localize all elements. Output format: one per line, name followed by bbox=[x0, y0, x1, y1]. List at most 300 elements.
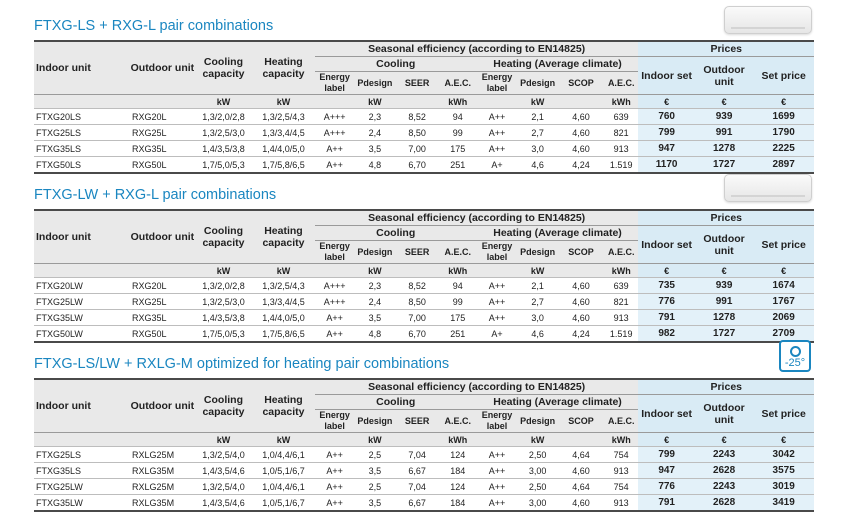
header-seer: SEER bbox=[395, 72, 439, 95]
header-seasonal-efficiency: Seasonal efficiency (according to EN14825) bbox=[315, 210, 639, 226]
table-cell: 1727 bbox=[695, 326, 753, 343]
table-cell: A++ bbox=[315, 141, 355, 157]
table-cell: A++ bbox=[315, 463, 355, 479]
table-cell: 939 bbox=[695, 278, 753, 294]
header-energy-label-heating: Energy label bbox=[477, 241, 518, 264]
pair-combination-section bbox=[34, 18, 814, 168]
table-cell: FTXG25LS bbox=[34, 447, 130, 463]
header-unit: € bbox=[753, 95, 814, 109]
table-cell: 2,4 bbox=[354, 125, 395, 141]
table-cell: 913 bbox=[604, 495, 639, 512]
header-unit bbox=[477, 433, 518, 447]
header-seer: SEER bbox=[395, 241, 439, 264]
table-cell: 913 bbox=[604, 310, 639, 326]
header-unit: kW bbox=[354, 264, 395, 278]
table-row bbox=[34, 109, 814, 125]
header-heating: Heating (Average climate) bbox=[477, 395, 639, 410]
header-aec-heating: A.E.C. bbox=[604, 72, 639, 95]
table-cell: A++ bbox=[477, 294, 518, 310]
table-cell: 4,64 bbox=[558, 447, 604, 463]
table-cell: 1,3/2,5/4,0 bbox=[195, 447, 252, 463]
header-indoor-set: Indoor set bbox=[638, 57, 694, 95]
table-cell: 6,67 bbox=[395, 463, 439, 479]
table-cell: 8,52 bbox=[395, 278, 439, 294]
header-unit bbox=[130, 264, 195, 278]
header-unit bbox=[395, 264, 439, 278]
table-cell: 2,1 bbox=[517, 109, 558, 125]
table-cell: 94 bbox=[439, 278, 477, 294]
table-cell: A++ bbox=[477, 109, 518, 125]
table-cell: A++ bbox=[477, 125, 518, 141]
table-cell: A+++ bbox=[315, 109, 355, 125]
table-cell: 4,60 bbox=[558, 495, 604, 512]
section-title: FTXG-LS/LW + RXLG-M optimized for heating pair combinations bbox=[34, 356, 450, 372]
header-unit: € bbox=[753, 433, 814, 447]
header-unit: kWh bbox=[604, 433, 639, 447]
header-unit bbox=[477, 95, 518, 109]
header-unit: € bbox=[638, 264, 694, 278]
header-unit: kW bbox=[195, 433, 252, 447]
table-cell: 1,3/2,5/3,0 bbox=[195, 294, 252, 310]
table-cell: 947 bbox=[638, 463, 694, 479]
header-indoor-unit: Indoor unit bbox=[34, 41, 130, 95]
table-cell: 4,60 bbox=[558, 294, 604, 310]
header-energy-label-cooling: Energy label bbox=[315, 410, 355, 433]
header-outdoor-unit-price: Outdoor unit bbox=[695, 395, 753, 433]
header-heating: Heating (Average climate) bbox=[477, 226, 639, 241]
table-cell: 251 bbox=[439, 157, 477, 174]
table-cell: RXLG35M bbox=[130, 463, 195, 479]
pair-combination-section bbox=[34, 356, 814, 506]
header-cooling-capacity: Cooling capacity bbox=[195, 379, 252, 433]
header-unit: kW bbox=[195, 95, 252, 109]
header-cooling-capacity: Cooling capacity bbox=[195, 41, 252, 95]
header-aec-heating: A.E.C. bbox=[604, 410, 639, 433]
header-energy-label-cooling: Energy label bbox=[315, 72, 355, 95]
table-cell: 1,3/3,4/4,5 bbox=[252, 125, 315, 141]
table-cell: 735 bbox=[638, 278, 694, 294]
header-seasonal-efficiency: Seasonal efficiency (according to EN14825) bbox=[315, 41, 639, 57]
header-outdoor-unit: Outdoor unit bbox=[130, 41, 195, 95]
header-unit: kWh bbox=[604, 95, 639, 109]
table-cell: 1170 bbox=[638, 157, 694, 174]
table-cell: RXG50L bbox=[130, 157, 195, 174]
table-row bbox=[34, 463, 814, 479]
table-cell: 7,04 bbox=[395, 447, 439, 463]
table-cell: 799 bbox=[638, 447, 694, 463]
table-cell: 4,6 bbox=[517, 157, 558, 174]
header-seer: SEER bbox=[395, 410, 439, 433]
header-unit: kW bbox=[195, 264, 252, 278]
header-prices: Prices bbox=[638, 210, 814, 226]
table-cell: 1,4/3,5/3,8 bbox=[195, 310, 252, 326]
table-cell: 3419 bbox=[753, 495, 814, 512]
table-cell: 1,4/3,5/4,6 bbox=[195, 463, 252, 479]
table-cell: A++ bbox=[315, 447, 355, 463]
badge-label: -25° bbox=[784, 357, 806, 369]
header-cooling: Cooling bbox=[315, 395, 477, 410]
table-cell: 124 bbox=[439, 479, 477, 495]
table-cell: 939 bbox=[695, 109, 753, 125]
section-title: FTXG-LW + RXG-L pair combinations bbox=[34, 187, 277, 203]
table-cell: 6,67 bbox=[395, 495, 439, 512]
table-cell: 2,3 bbox=[354, 109, 395, 125]
indoor-unit-picture bbox=[724, 174, 812, 202]
table-cell: 776 bbox=[638, 294, 694, 310]
table-cell: 1,3/2,5/3,0 bbox=[195, 125, 252, 141]
table-cell: A++ bbox=[477, 479, 518, 495]
table-cell: 2243 bbox=[695, 447, 753, 463]
table-cell: 8,52 bbox=[395, 109, 439, 125]
header-unit: € bbox=[695, 264, 753, 278]
table-cell: 2,5 bbox=[354, 447, 395, 463]
table-cell: 4,24 bbox=[558, 157, 604, 174]
table-cell: 1,7/5,0/5,3 bbox=[195, 157, 252, 174]
header-unit bbox=[315, 433, 355, 447]
header-seasonal-efficiency: Seasonal efficiency (according to EN14825) bbox=[315, 379, 639, 395]
table-cell: RXG35L bbox=[130, 310, 195, 326]
table-cell: A++ bbox=[315, 310, 355, 326]
table-cell: FTXG50LS bbox=[34, 157, 130, 174]
table-cell: 1790 bbox=[753, 125, 814, 141]
header-heating-capacity: Heating capacity bbox=[252, 379, 315, 433]
table-cell: 1727 bbox=[695, 157, 753, 174]
table-cell: A++ bbox=[477, 495, 518, 512]
table-cell: 3,00 bbox=[517, 495, 558, 512]
header-indoor-unit: Indoor unit bbox=[34, 210, 130, 264]
header-unit: kW bbox=[252, 95, 315, 109]
header-energy-label-heating: Energy label bbox=[477, 410, 518, 433]
table-cell: 3,0 bbox=[517, 141, 558, 157]
header-aec-cooling: A.E.C. bbox=[439, 72, 477, 95]
table-cell: 4,60 bbox=[558, 109, 604, 125]
header-unit: € bbox=[638, 95, 694, 109]
table-row bbox=[34, 125, 814, 141]
header-unit: kW bbox=[517, 95, 558, 109]
snowflake-sun-icon bbox=[790, 346, 801, 357]
table-cell: A++ bbox=[477, 278, 518, 294]
header-unit: kW bbox=[517, 433, 558, 447]
header-pdesign-heating: Pdesign bbox=[517, 241, 558, 264]
table-cell: FTXG35LW bbox=[34, 310, 130, 326]
table-cell: 639 bbox=[604, 109, 639, 125]
table-cell: 1,3/2,5/4,3 bbox=[252, 278, 315, 294]
table-cell: 99 bbox=[439, 125, 477, 141]
table-cell: 1,0/5,1/6,7 bbox=[252, 463, 315, 479]
header-heating-capacity: Heating capacity bbox=[252, 41, 315, 95]
table-cell: 3,0 bbox=[517, 310, 558, 326]
table-cell: 1,3/2,5/4,3 bbox=[252, 109, 315, 125]
table-cell: 3,5 bbox=[354, 310, 395, 326]
header-unit: kW bbox=[354, 95, 395, 109]
header-outdoor-unit-price: Outdoor unit bbox=[695, 57, 753, 95]
table-cell: 3042 bbox=[753, 447, 814, 463]
header-unit bbox=[34, 433, 130, 447]
table-row bbox=[34, 326, 814, 343]
table-cell: 821 bbox=[604, 294, 639, 310]
table-row bbox=[34, 495, 814, 512]
table-cell: 1,7/5,8/6,5 bbox=[252, 326, 315, 343]
header-unit: kWh bbox=[439, 95, 477, 109]
table-cell: FTXG25LW bbox=[34, 479, 130, 495]
header-unit bbox=[395, 95, 439, 109]
header-prices: Prices bbox=[638, 379, 814, 395]
table-cell: 3019 bbox=[753, 479, 814, 495]
table-cell: 913 bbox=[604, 141, 639, 157]
table-cell: 7,04 bbox=[395, 479, 439, 495]
table-cell: 791 bbox=[638, 310, 694, 326]
table-cell: 991 bbox=[695, 294, 753, 310]
table-cell: 1,3/3,4/4,5 bbox=[252, 294, 315, 310]
header-unit: kW bbox=[354, 433, 395, 447]
table-cell: 2,50 bbox=[517, 447, 558, 463]
header-aec-cooling: A.E.C. bbox=[439, 241, 477, 264]
table-cell: 2628 bbox=[695, 463, 753, 479]
table-cell: 821 bbox=[604, 125, 639, 141]
table-cell: 2897 bbox=[753, 157, 814, 174]
table-cell: A+++ bbox=[315, 294, 355, 310]
table-cell: 2,7 bbox=[517, 125, 558, 141]
table-cell: RXG35L bbox=[130, 141, 195, 157]
table-cell: 1,0/5,1/6,7 bbox=[252, 495, 315, 512]
table-cell: 1,4/3,5/3,8 bbox=[195, 141, 252, 157]
table-cell: 4,24 bbox=[558, 326, 604, 343]
table-cell: 4,60 bbox=[558, 125, 604, 141]
table-cell: 99 bbox=[439, 294, 477, 310]
table-cell: FTXG50LW bbox=[34, 326, 130, 343]
header-unit bbox=[395, 433, 439, 447]
table-cell: A++ bbox=[315, 495, 355, 512]
table-cell: 6,70 bbox=[395, 326, 439, 343]
header-unit: € bbox=[695, 433, 753, 447]
header-set-price: Set price bbox=[753, 226, 814, 264]
header-unit bbox=[315, 264, 355, 278]
table-cell: RXG20L bbox=[130, 278, 195, 294]
table-cell: A+++ bbox=[315, 278, 355, 294]
table-cell: 3575 bbox=[753, 463, 814, 479]
table-cell: 4,8 bbox=[354, 326, 395, 343]
table-cell: A++ bbox=[477, 141, 518, 157]
header-cooling: Cooling bbox=[315, 226, 477, 241]
table-cell: 1.519 bbox=[604, 326, 639, 343]
table-cell: 1,4/4,0/5,0 bbox=[252, 310, 315, 326]
table-cell: 251 bbox=[439, 326, 477, 343]
header-aec-cooling: A.E.C. bbox=[439, 410, 477, 433]
table-cell: 1,0/4,4/6,1 bbox=[252, 479, 315, 495]
table-row bbox=[34, 447, 814, 463]
header-unit: kW bbox=[252, 264, 315, 278]
header-set-price: Set price bbox=[753, 395, 814, 433]
header-pdesign-cooling: Pdesign bbox=[354, 241, 395, 264]
header-unit: kW bbox=[517, 264, 558, 278]
table-cell: 913 bbox=[604, 463, 639, 479]
table-cell: 4,60 bbox=[558, 141, 604, 157]
table-cell: A++ bbox=[315, 157, 355, 174]
header-unit: € bbox=[638, 433, 694, 447]
table-cell: 947 bbox=[638, 141, 694, 157]
header-indoor-unit: Indoor unit bbox=[34, 379, 130, 433]
table-cell: A++ bbox=[315, 479, 355, 495]
table-cell: FTXG35LS bbox=[34, 141, 130, 157]
table-cell: 1,0/4,4/6,1 bbox=[252, 447, 315, 463]
header-indoor-set: Indoor set bbox=[638, 226, 694, 264]
table-cell: 2,5 bbox=[354, 479, 395, 495]
table-cell: 1767 bbox=[753, 294, 814, 310]
table-cell: FTXG35LS bbox=[34, 463, 130, 479]
table-cell: 184 bbox=[439, 495, 477, 512]
table-cell: 1278 bbox=[695, 141, 753, 157]
table-cell: A++ bbox=[477, 447, 518, 463]
combination-table bbox=[34, 40, 814, 174]
table-cell: 2709 bbox=[753, 326, 814, 343]
table-cell: 2069 bbox=[753, 310, 814, 326]
table-cell: FTXG20LS bbox=[34, 109, 130, 125]
header-cooling: Cooling bbox=[315, 57, 477, 72]
table-cell: FTXG35LW bbox=[34, 495, 130, 512]
header-pdesign-cooling: Pdesign bbox=[354, 410, 395, 433]
table-cell: RXLG25M bbox=[130, 447, 195, 463]
table-cell: 7,00 bbox=[395, 310, 439, 326]
combination-table bbox=[34, 378, 814, 512]
table-cell: 3,5 bbox=[354, 463, 395, 479]
table-cell: 4,60 bbox=[558, 463, 604, 479]
header-energy-label-cooling: Energy label bbox=[315, 241, 355, 264]
table-cell: FTXG20LW bbox=[34, 278, 130, 294]
table-cell: 754 bbox=[604, 447, 639, 463]
table-cell: 639 bbox=[604, 278, 639, 294]
header-prices: Prices bbox=[638, 41, 814, 57]
table-cell: 1,4/3,5/4,6 bbox=[195, 495, 252, 512]
header-unit: € bbox=[753, 264, 814, 278]
table-cell: RXG50L bbox=[130, 326, 195, 343]
table-cell: 760 bbox=[638, 109, 694, 125]
header-energy-label-heating: Energy label bbox=[477, 72, 518, 95]
table-cell: RXG20L bbox=[130, 109, 195, 125]
header-pdesign-heating: Pdesign bbox=[517, 410, 558, 433]
table-cell: A++ bbox=[477, 310, 518, 326]
table-cell: 776 bbox=[638, 479, 694, 495]
table-cell: 754 bbox=[604, 479, 639, 495]
header-unit: kWh bbox=[439, 264, 477, 278]
table-cell: 3,00 bbox=[517, 463, 558, 479]
header-indoor-set: Indoor set bbox=[638, 395, 694, 433]
table-cell: 8,50 bbox=[395, 294, 439, 310]
header-aec-heating: A.E.C. bbox=[604, 241, 639, 264]
combination-table bbox=[34, 209, 814, 343]
indoor-unit-picture bbox=[724, 6, 812, 34]
header-unit: kWh bbox=[439, 433, 477, 447]
table-cell: 184 bbox=[439, 463, 477, 479]
table-cell: 1,3/2,0/2,8 bbox=[195, 278, 252, 294]
table-cell: RXLG25M bbox=[130, 479, 195, 495]
header-unit bbox=[477, 264, 518, 278]
table-cell: RXG25L bbox=[130, 294, 195, 310]
table-cell: 4,60 bbox=[558, 310, 604, 326]
header-pdesign-heating: Pdesign bbox=[517, 72, 558, 95]
table-cell: RXG25L bbox=[130, 125, 195, 141]
table-row bbox=[34, 157, 814, 174]
table-cell: 2243 bbox=[695, 479, 753, 495]
table-cell: 2,4 bbox=[354, 294, 395, 310]
header-unit: kWh bbox=[604, 264, 639, 278]
section-title: FTXG-LS + RXG-L pair combinations bbox=[34, 18, 274, 34]
header-scop: SCOP bbox=[558, 410, 604, 433]
header-cooling-capacity: Cooling capacity bbox=[195, 210, 252, 264]
table-row bbox=[34, 294, 814, 310]
table-cell: 4,6 bbox=[517, 326, 558, 343]
header-unit bbox=[558, 95, 604, 109]
header-unit bbox=[315, 95, 355, 109]
table-cell: 1,4/4,0/5,0 bbox=[252, 141, 315, 157]
header-unit bbox=[558, 264, 604, 278]
table-cell: 6,70 bbox=[395, 157, 439, 174]
table-cell: A+ bbox=[477, 157, 518, 174]
low-temperature-badge-icon bbox=[779, 340, 811, 372]
header-pdesign-cooling: Pdesign bbox=[354, 72, 395, 95]
table-cell: 1674 bbox=[753, 278, 814, 294]
table-cell: 7,00 bbox=[395, 141, 439, 157]
table-cell: 2225 bbox=[753, 141, 814, 157]
table-cell: 1,3/2,5/4,0 bbox=[195, 479, 252, 495]
header-unit bbox=[34, 95, 130, 109]
header-set-price: Set price bbox=[753, 57, 814, 95]
table-cell: 1,7/5,8/6,5 bbox=[252, 157, 315, 174]
table-cell: 2,50 bbox=[517, 479, 558, 495]
table-cell: A+ bbox=[477, 326, 518, 343]
table-cell: 94 bbox=[439, 109, 477, 125]
header-unit bbox=[34, 264, 130, 278]
table-cell: 2,3 bbox=[354, 278, 395, 294]
table-cell: FTXG25LS bbox=[34, 125, 130, 141]
header-outdoor-unit: Outdoor unit bbox=[130, 379, 195, 433]
table-cell: 1,3/2,0/2,8 bbox=[195, 109, 252, 125]
header-unit bbox=[130, 433, 195, 447]
table-cell: 791 bbox=[638, 495, 694, 512]
table-row bbox=[34, 479, 814, 495]
table-cell: 2628 bbox=[695, 495, 753, 512]
table-cell: 991 bbox=[695, 125, 753, 141]
header-unit: € bbox=[695, 95, 753, 109]
table-cell: 4,64 bbox=[558, 479, 604, 495]
table-cell: 4,8 bbox=[354, 157, 395, 174]
table-cell: 3,5 bbox=[354, 495, 395, 512]
header-unit bbox=[558, 433, 604, 447]
table-cell: 3,5 bbox=[354, 141, 395, 157]
table-cell: 982 bbox=[638, 326, 694, 343]
table-cell: 175 bbox=[439, 310, 477, 326]
table-row bbox=[34, 141, 814, 157]
header-scop: SCOP bbox=[558, 72, 604, 95]
table-row bbox=[34, 310, 814, 326]
header-unit bbox=[130, 95, 195, 109]
table-cell: 1,7/5,0/5,3 bbox=[195, 326, 252, 343]
header-heating-capacity: Heating capacity bbox=[252, 210, 315, 264]
pair-combination-section bbox=[34, 187, 814, 337]
table-cell: 124 bbox=[439, 447, 477, 463]
header-scop: SCOP bbox=[558, 241, 604, 264]
table-cell: 2,7 bbox=[517, 294, 558, 310]
table-cell: 2,1 bbox=[517, 278, 558, 294]
header-heating: Heating (Average climate) bbox=[477, 57, 639, 72]
table-row bbox=[34, 278, 814, 294]
header-outdoor-unit: Outdoor unit bbox=[130, 210, 195, 264]
table-cell: 1.519 bbox=[604, 157, 639, 174]
header-unit: kW bbox=[252, 433, 315, 447]
header-outdoor-unit-price: Outdoor unit bbox=[695, 226, 753, 264]
table-cell: A+++ bbox=[315, 125, 355, 141]
table-cell: 175 bbox=[439, 141, 477, 157]
table-cell: 8,50 bbox=[395, 125, 439, 141]
